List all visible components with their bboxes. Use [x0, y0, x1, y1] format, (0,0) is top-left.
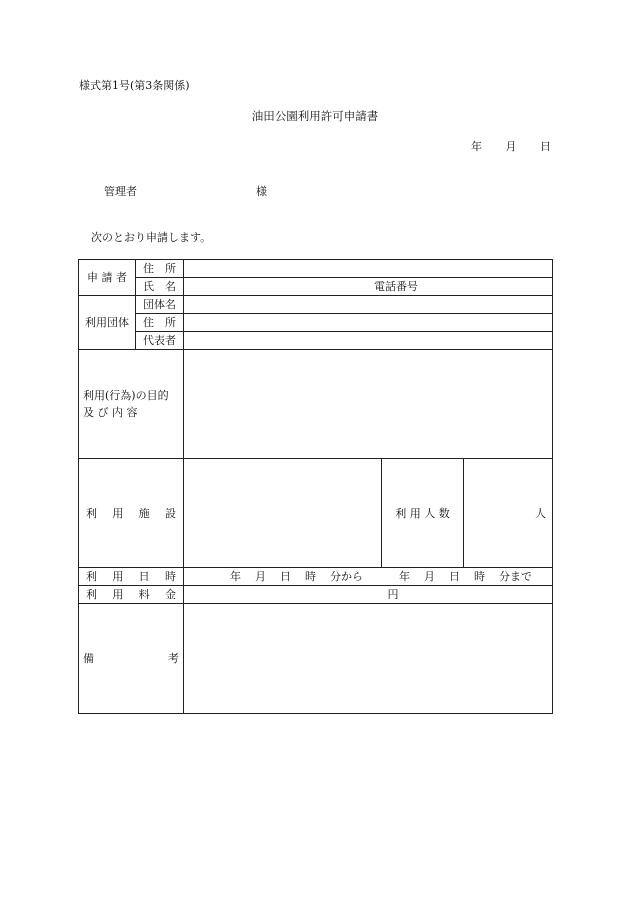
org-rep-label: 代表者: [136, 332, 184, 350]
from-minute: 分から: [330, 570, 363, 583]
application-date: [471, 141, 551, 152]
remarks-field[interactable]: [184, 604, 553, 714]
facility-label-text: 利 用 施 設: [86, 506, 176, 520]
org-address-field[interactable]: [184, 314, 553, 332]
datetime-row: [79, 568, 553, 586]
from-day: 日: [280, 570, 291, 583]
applicant-group-label: 申 請 者: [79, 260, 136, 296]
application-form-table: [78, 259, 553, 714]
facility-label: [79, 459, 184, 568]
facility-field[interactable]: [184, 459, 382, 568]
remarks-label-right: 考: [168, 652, 179, 665]
date-year-label: 年: [471, 140, 482, 153]
to-month: 月: [424, 570, 435, 583]
applicant-name-row: [79, 278, 553, 296]
to-minute: 分まで: [499, 570, 532, 583]
remarks-label-left: 備: [83, 652, 94, 665]
fee-field[interactable]: [184, 586, 553, 604]
org-rep-field[interactable]: [184, 332, 553, 350]
org-name-label: 団体名: [136, 296, 184, 314]
purpose-label-line2: 及 び 内 容: [83, 406, 138, 419]
from-hour: 時: [305, 570, 316, 583]
purpose-row: [79, 350, 553, 459]
phone-label: 電話番号: [374, 280, 418, 293]
fee-row: [79, 586, 553, 604]
addressee-label: 管理者: [104, 185, 137, 198]
purpose-label-line1: 利用(行為)の目的: [83, 389, 169, 402]
from-month: 月: [255, 570, 266, 583]
applicant-name-field[interactable]: [184, 278, 553, 296]
org-name-field[interactable]: [184, 296, 553, 314]
facility-row: [79, 459, 553, 568]
applicant-name-label: 氏 名: [136, 278, 184, 296]
datetime-field[interactable]: [184, 568, 553, 586]
org-group-label: 利用団体: [79, 296, 136, 350]
remarks-row: [79, 604, 553, 714]
remarks-label-text: [83, 653, 179, 664]
persons-field[interactable]: [464, 459, 553, 568]
to-hour: 時: [474, 570, 485, 583]
fee-unit: 円: [387, 588, 399, 601]
form-number: 様式第1号(第3条関係): [79, 79, 190, 92]
org-address-row: [79, 314, 553, 332]
persons-unit: 人: [535, 506, 546, 520]
intro-text: 次のとおり申請します。: [91, 231, 212, 244]
from-year: 年: [230, 570, 241, 583]
fee-label-text: 利 用 料 金: [86, 588, 176, 601]
org-address-label: 住 所: [136, 314, 184, 332]
org-name-row: [79, 296, 553, 314]
datetime-label: [79, 568, 184, 586]
remarks-label: [79, 604, 184, 714]
to-year: 年: [399, 570, 410, 583]
org-rep-row: [79, 332, 553, 350]
date-day-label: 日: [540, 140, 551, 153]
purpose-label: [79, 350, 184, 459]
applicant-address-row: [79, 260, 553, 278]
datetime-label-text: 利 用 日 時: [86, 570, 176, 583]
applicant-address-field[interactable]: [184, 260, 553, 278]
to-day: 日: [449, 570, 460, 583]
applicant-address-label: 住 所: [136, 260, 184, 278]
date-month-label: 月: [505, 140, 517, 153]
honorific-label: 様: [256, 185, 267, 198]
persons-label: 利 用 人 数: [382, 459, 464, 568]
fee-label: [79, 586, 184, 604]
document-title: 油田公園利用許可申請書: [251, 109, 379, 123]
datetime-units: [188, 571, 548, 582]
purpose-field[interactable]: [184, 350, 553, 459]
